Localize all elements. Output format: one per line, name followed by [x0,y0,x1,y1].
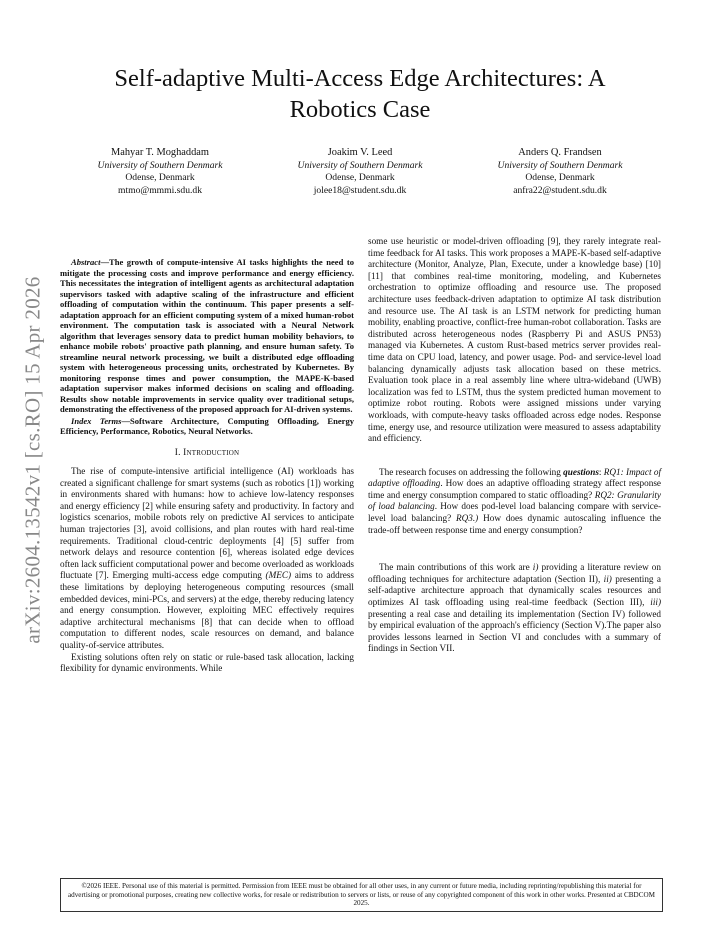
author-affiliation: University of Southern Denmark [97,159,223,171]
author-location: Odense, Denmark [125,172,195,184]
abstract-label: Abstract [71,257,101,267]
text-run: The main contributions of this work are [379,562,533,573]
author-3 [460,147,660,197]
intro-paragraph-1 [60,466,354,652]
research-questions-paragraph [368,467,661,537]
right-paragraph-1: some use heuristic or model-driven offloading [9], they rarely integrate real-time feedback for AI tasks. This work proposes a MAPE-K-based self-adaptive architecture (Monitor, Analyze, Plan, Execute, under a knowledge base) [10] [11] that combines real-time monitoring, modeling, and Kubernetes orchestration to optimize offloading and resource use. The proposed architecture uses feedback-driven adaptation to optimize AI task distribution and resource use. The AI task is an LSTM network for predicting human mobility, enabling proactive, conflict-free human-robot collaboration. Tasks are distributed across heterogeneous nodes (Raspberry Pi and ASUS PN53) managed via Kubernetes. A custom Rust-based metrics server provides real-time data on CPU load, latency, and power usage. Pod- and service-level load balancing dynamically adjusts task allocation based on these metrics. Evaluation took place in a real assembly line where ultra-wideband (UWB) localization was fed to LSTM, thus the system predicted human movement to optimize robot routing. Robots were assigned missions under varying workloads, with compute-heavy tasks offloaded across edge nodes. Response time, energy use, and resource utilization were measured to assess adaptability and efficiency. [368,236,661,444]
author-affiliation: University of Southern Denmark [497,159,623,171]
section-heading [60,448,354,460]
author-name: Joakim V. Leed [327,147,393,158]
text-run: . How does an adaptive offloading strategy affect response time and energy consumption compared to static offloading? [368,478,661,500]
text-run: How does dynamic autoscaling influence the trade-off between response time and energy consumption? [368,513,661,535]
arxiv-identifier: arXiv:2604.13542v1 [cs.RO] 15 Apr 2026 [20,276,45,644]
text-run: . How does pod-level load balancing compare with service-level load balancing? [368,501,661,524]
rq2-label: RQ2: Granularity of load balancing [368,489,661,512]
author-email: jolee18@student.sdu.dk [313,184,407,196]
paper-title-line-1: Self-adaptive Multi-Access Edge Architectures: A [114,65,606,92]
text-run-italic: ii) [603,573,612,584]
rq1-label: RQ1: Impact of adaptive offloading [368,466,662,489]
author-location: Odense, Denmark [325,172,395,184]
section-title: Introduction [183,447,240,458]
author-affiliation: University of Southern Denmark [297,159,423,171]
text-run: presenting a self-adaptive architecture approach that dynamically scales resources and optimizes AI task offloading using real-time feedback (Section III), [368,573,661,608]
rq3-label: RQ3.) [456,513,479,524]
author-email: mtmo@mmmi.sdu.dk [118,184,202,196]
section-number: I. [174,447,181,458]
index-terms-text: —Software Architecture, Computing Offloading, Energy Efficiency, Performance, Robotics, Neural Networks. [60,415,354,436]
arxiv-sidebar [22,260,44,660]
author-1 [60,147,260,197]
author-location: Odense, Denmark [525,172,595,184]
text-run: providing a literature review on offloading techniques for architecture adaptation (Section II), [368,562,661,584]
copyright-notice: ©2026 IEEE. Personal use of this material is permitted. Permission from IEEE must be obtained for all other uses, in any current or future media, including reprinting/republishing this material for advertising or promotional purposes, creating new collective works, for resale or redistribution to servers or lists, or reuse of any copyrighted component of this work in other works. Presented at CBDCOM 2025. [60,878,663,912]
text-run: The research focuses on addressing the following [379,466,564,477]
index-terms-label: Index Terms [71,415,122,426]
text-run-italic: i) [532,562,539,573]
contributions-paragraph [368,562,661,655]
author-email: anfra22@student.sdu.dk [513,184,607,196]
text-run: The rise of compute-intensive artificial intelligence (AI) workloads has created a significant challenge for smart systems (such as robotics [1]) working in environments shared with humans: how to achieve low-latency responses and energy efficiency [2] while ensuring safety and productivity. In factory and logistics scenarios, mobile robots rely on predictive AI services to anticipate human trajectories [3], avoid collisions, and plan routes with hard real-time requirements. Traditional cloud-centric deployments [4] [5] suffer from network delays and resource contention [6], whereas isolated edge devices often lack sufficient computational power and become overloaded as workloads fluctuate [7]. Emerging multi-access edge computing [60,466,354,581]
left-column [60,257,354,675]
right-column [368,236,661,655]
paper-title [60,63,660,125]
author-name: Mahyar T. Moghaddam [110,147,209,158]
text-run: presenting a real case and detailing its implementation (Section IV) followed by empirical evaluation of the approach's efficiency (Section V).The paper also provides lessons learned in Section VI and concludes with a summary of findings in Section VII. [368,608,661,654]
text-run-italic: iii) [650,597,661,608]
intro-paragraph-2: Existing solutions often rely on static or rule-based task allocation, lacking flexibility for dynamic environments. While [60,651,354,674]
author-2 [260,147,460,197]
abstract-text: —The growth of compute-intensive AI tasks highlights the need to mitigate the processing costs and improve performance and energy efficiency. This necessitates the integration of intelligent agents as architectural adaptation supervisors tasked with adaptive scaling of the infrastructure and efficient offloading of computation within the continuum. This paper presents a self-adaptation approach for an efficient computing system of a mixed human-robot environment. The computation task is associated with a Neural Network algorithm that leverages sensory data to predict human mobility behaviors, to enhance mobile robots' proactive path planning, and ensure human safety. To streamline neural network processing, we built a distributed edge offloading system with heterogeneous processing units, orchestrated by Kubernetes. By monitoring response times and power consumption, the MAPE-K-based adaptation supervisor makes informed decisions on scaling and offloading. Results show notable improvements in service quality over traditional setups, demonstrating the effectiveness of the proposed approach for AI-driven systems. [60,257,354,414]
text-run-italic: (MEC) [265,570,292,581]
abstract [60,257,354,415]
text-run: aims to address these limitations by deploying heterogeneous computing resources (small embedded devices, mini-PCs, and servers) at the edge, thereby reducing latency and energy consumption. However, exploiting MEC effectively requires adaptive architectural mechanisms [8] that can decide when to offload computation to different nodes, scale resources on demand, and balance quality-of-service attributes. [60,570,354,650]
index-terms [60,416,354,437]
text-run-bold-italic: questions [563,466,599,477]
text-run: : [598,466,604,477]
paper-title-line-2: Robotics Case [289,96,431,123]
author-name: Anders Q. Frandsen [518,147,602,158]
